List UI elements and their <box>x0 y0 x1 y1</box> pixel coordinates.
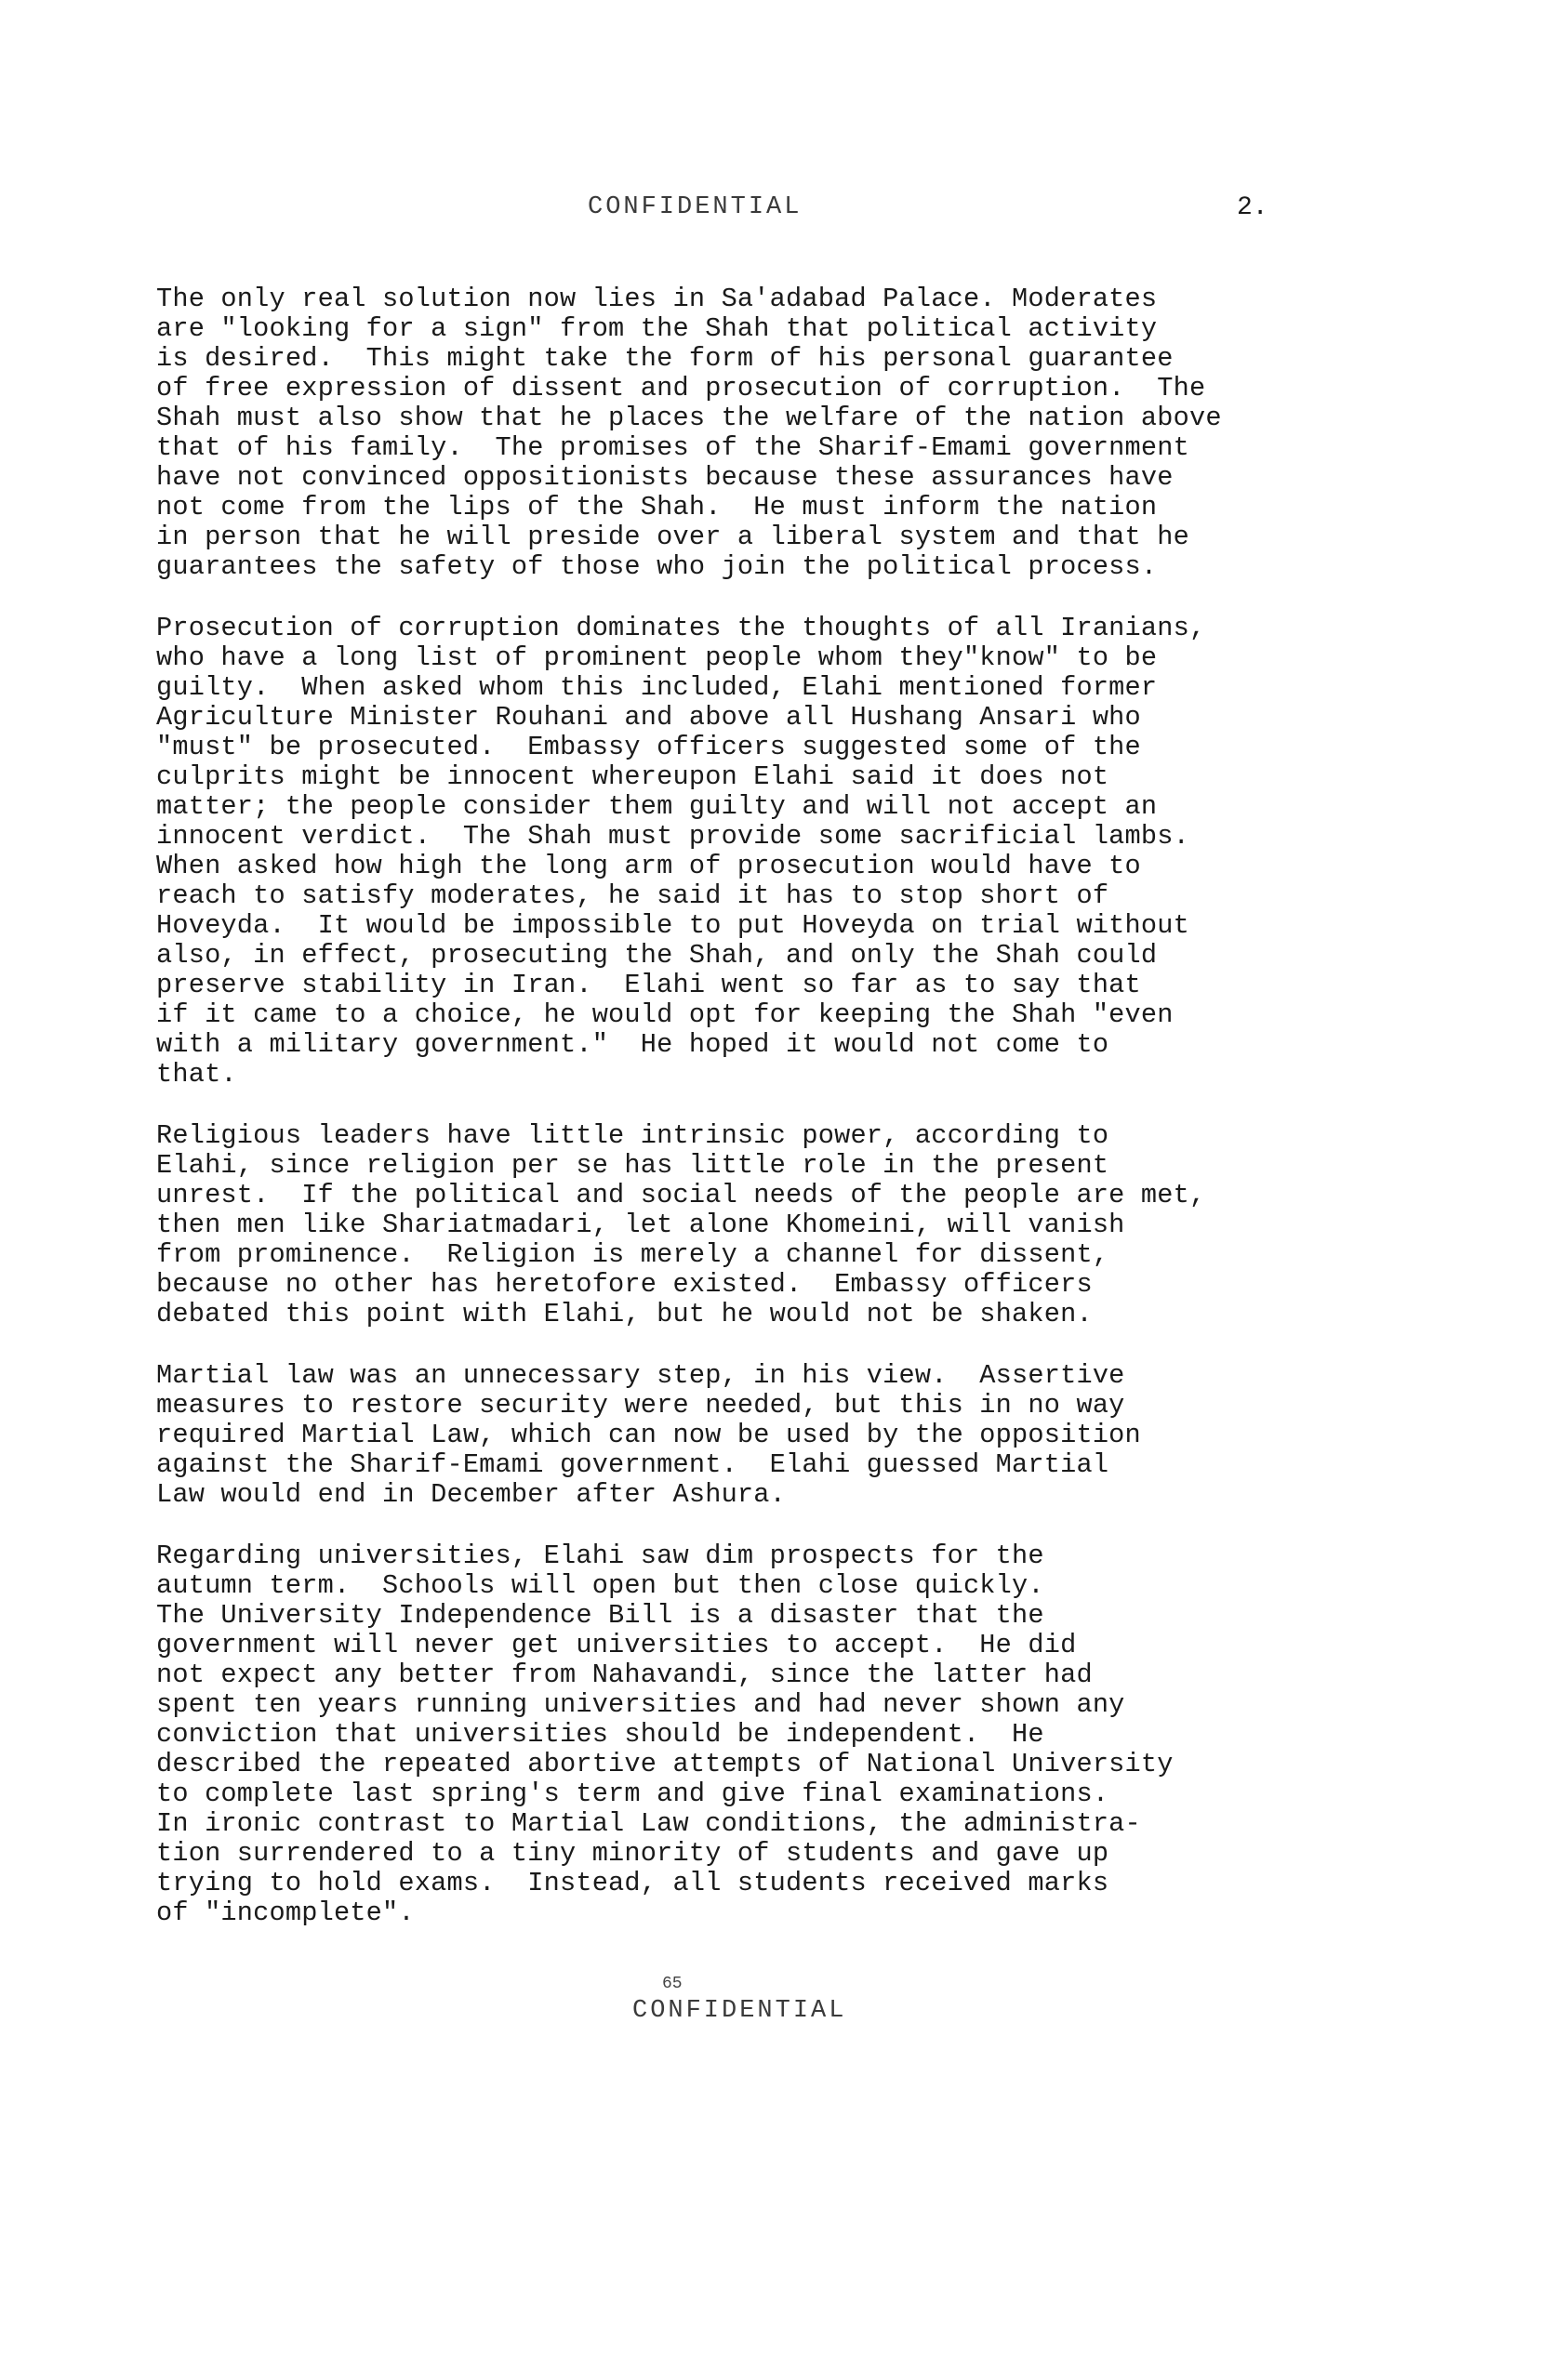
text-line: Hoveyda. It would be impossible to put Hoveyda on trial without <box>156 910 1189 941</box>
text-line: guarantees the safety of those who join the political process. <box>156 551 1158 582</box>
text-line: autumn term. Schools will open but then close quickly. <box>156 1570 1044 1601</box>
text-line: reach to satisfy moderates, he said it has to stop short of <box>156 880 1109 911</box>
text-line: to complete last spring's term and give final examinations. <box>156 1778 1109 1809</box>
text-line: measures to restore security were needed, but this in no way <box>156 1390 1125 1421</box>
text-line: government will never get universities to accept. He did <box>156 1630 1077 1660</box>
text-line: is desired. This might take the form of his personal guarantee <box>156 343 1174 374</box>
paragraph-universities <box>156 1541 1365 1928</box>
text-line: In ironic contrast to Martial Law conditions, the administra- <box>156 1808 1141 1839</box>
text-line: have not convinced oppositionists because these assurances have <box>156 462 1174 493</box>
text-line: "must" be prosecuted. Embassy officers suggested some of the <box>156 732 1141 762</box>
paragraph-solution <box>156 284 1365 582</box>
text-line: Religious leaders have little intrinsic power, according to <box>156 1120 1109 1151</box>
text-line: not come from the lips of the Shah. He must inform the nation <box>156 492 1158 522</box>
text-line: Prosecution of corruption dominates the thoughts of all Iranians, <box>156 613 1206 643</box>
text-line: tion surrendered to a tiny minority of students and gave up <box>156 1838 1109 1869</box>
text-line: then men like Shariatmadari, let alone Khomeini, will vanish <box>156 1210 1125 1240</box>
text-line: matter; the people consider them guilty and will not accept an <box>156 791 1158 822</box>
text-line: Regarding universities, Elahi saw dim prospects for the <box>156 1540 1044 1571</box>
text-line: who have a long list of prominent people whom they"know" to be <box>156 642 1158 673</box>
text-line: described the repeated abortive attempts of National University <box>156 1749 1174 1779</box>
text-line: that of his family. The promises of the Sharif-Emami government <box>156 432 1189 463</box>
text-line: also, in effect, prosecuting the Shah, and only the Shah could <box>156 940 1158 971</box>
text-line: with a military government." He hoped it would not come to <box>156 1029 1109 1060</box>
document-body <box>156 284 1365 1960</box>
page-number: 2. <box>1237 193 1268 222</box>
text-line: The University Independence Bill is a disaster that the <box>156 1600 1044 1631</box>
text-line: culprits might be innocent whereupon Elahi said it does not <box>156 761 1109 792</box>
text-line: from prominence. Religion is merely a channel for dissent, <box>156 1239 1109 1270</box>
text-line: Elahi, since religion per se has little role in the present <box>156 1150 1109 1181</box>
text-line: of free expression of dissent and prosecution of corruption. The <box>156 373 1206 403</box>
paragraph-prosecution <box>156 614 1365 1090</box>
text-line: not expect any better from Nahavandi, since the latter had <box>156 1659 1093 1690</box>
text-line: if it came to a choice, he would opt for keeping the Shah "even <box>156 999 1174 1030</box>
text-line: that. <box>156 1059 237 1090</box>
text-line: Law would end in December after Ashura. <box>156 1479 787 1510</box>
text-line: of "incomplete". <box>156 1897 415 1928</box>
text-line: conviction that universities should be independent. He <box>156 1719 1044 1750</box>
text-line: The only real solution now lies in Sa'adabad Palace. Moderates <box>156 284 1158 314</box>
text-line: innocent verdict. The Shah must provide some sacrificial lambs. <box>156 821 1189 852</box>
document-page-number: 65 <box>662 1975 683 1993</box>
text-line: unrest. If the political and social needs of the people are met, <box>156 1180 1206 1210</box>
text-line: against the Sharif-Emami government. Elahi guessed Martial <box>156 1449 1109 1480</box>
classification-marking-bottom: CONFIDENTIAL <box>632 1997 847 2025</box>
text-line: When asked how high the long arm of prosecution would have to <box>156 851 1141 881</box>
text-line: are "looking for a sign" from the Shah that political activity <box>156 313 1158 344</box>
text-line: in person that he will preside over a liberal system and that he <box>156 522 1189 552</box>
text-line: required Martial Law, which can now be used by the opposition <box>156 1420 1141 1450</box>
text-line: Agriculture Minister Rouhani and above all Hushang Ansari who <box>156 702 1141 733</box>
text-line: Martial law was an unnecessary step, in his view. Assertive <box>156 1360 1125 1391</box>
text-line: debated this point with Elahi, but he would not be shaken. <box>156 1299 1093 1329</box>
classification-marking-top: CONFIDENTIAL <box>588 193 803 221</box>
paragraph-religion <box>156 1121 1365 1329</box>
text-line: trying to hold exams. Instead, all students received marks <box>156 1868 1109 1898</box>
text-line: because no other has heretofore existed. Embassy officers <box>156 1269 1093 1300</box>
text-line: spent ten years running universities and had never shown any <box>156 1689 1125 1720</box>
paragraph-martial-law <box>156 1361 1365 1510</box>
text-line: preserve stability in Iran. Elahi went so far as to say that <box>156 970 1141 1000</box>
page-header <box>0 193 1566 231</box>
text-line: guilty. When asked whom this included, Elahi mentioned former <box>156 672 1158 703</box>
text-line: Shah must also show that he places the welfare of the nation above <box>156 403 1222 433</box>
